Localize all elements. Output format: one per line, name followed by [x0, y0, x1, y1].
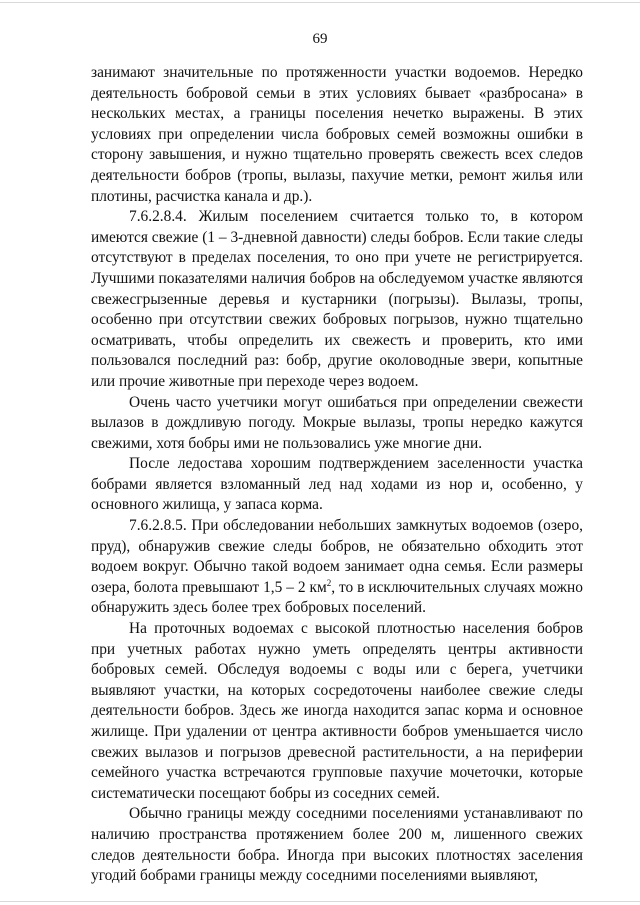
paragraph-1: занимают значительные по протяженности участки водоемов. Нередко деятельность бобровой семьи в этих условиях бывает «разбросана» в нескольких местах, а границы поселения нечетко выражены. В этих условиях при определении числа бобровых семей возможны ошибки в сторону завышения, и нужно тщательно проверять свежесть всех следов деятельности бобров (тропы, вылазы, пахучие метки, ремонт жилья или плотины, расчистка канала и др.). — [91, 64, 583, 205]
paragraph-5 — [91, 516, 583, 619]
superscript-two: 2 — [326, 577, 332, 588]
paragraph-4: После ледостава хорошим подтверждением заселенности участка бобрами является взломанный лед над ходами из нор и, особенно, у основного жилища, у запаса корма. — [91, 455, 583, 514]
paragraph-5-text-a: 7.6.2.8.5. При обследовании небольших замкнутых водоемов (озеро, пруд), обнаружив свежие следы бобров, не обязательно обходить этот водоем вокруг. Обычно такой водоем занимает одна семья. Если размеры озера, болота превышают 1,5 – 2 км — [91, 517, 583, 596]
paragraph-6: На проточных водоемах с высокой плотностью населения бобров при учетных работах нужно уметь определять центры активности бобровых семей. Обследуя водоемы с воды или с берега, учетчики выявляют участки, на которых сосредоточены наиболее свежие следы деятельности бобров. Здесь же иногда находится запас корма и основное жилище. При удалении от центра активности бобров уменьшается число свежих вылазов и погрызов древесной растительности, а на периферии семейного участка встречаются групповые пахучие мочеточки, которые систематически посещают бобры из соседних семей. — [91, 620, 583, 802]
scan-edge-bottom — [0, 901, 640, 902]
paragraph-5-text-b: , то в исключительных случаях можно обнаружить здесь более трех бобровых поселений. — [91, 578, 583, 617]
paragraph-7: Обычно границы между соседними поселениями устанавливают по наличию пространства протяжением более 200 м, лишенного свежих следов деятельности бобра. Иногда при высоких плотностях заселения угодий бобрами границы между соседними поселениями выявляют, — [91, 805, 583, 885]
scan-edge-top — [0, 2, 640, 3]
page-number: 69 — [312, 31, 328, 47]
main-text — [91, 63, 583, 887]
paragraph-3: Очень часто учетчики могут ошибаться при определении свежести вылазов в дождливую погоду. Мокрые вылазы, тропы нередко кажутся свежими, хотя бобры ими не пользовались уже многие дни. — [91, 393, 583, 452]
paragraph-2: 7.6.2.8.4. Жилым поселением считается только то, в котором имеются свежие (1 – 3-дневной давности) следы бобров. Если такие следы отсутствуют в пределах поселения, то оно при учете не регистрируется. Лучшими показателями наличия бобров на обследуемом участке являются свежесгрызенные деревья и кустарники (погрызы). Вылазы, тропы, особенно при отсутствии свежих бобровых погрызов, нужно тщательно осматривать, чтобы определить их свежесть и проверить, кто ими пользовался последний раз: бобр, другие околоводные звери, копытные или прочие животные при переходе через водоем. — [91, 208, 583, 390]
